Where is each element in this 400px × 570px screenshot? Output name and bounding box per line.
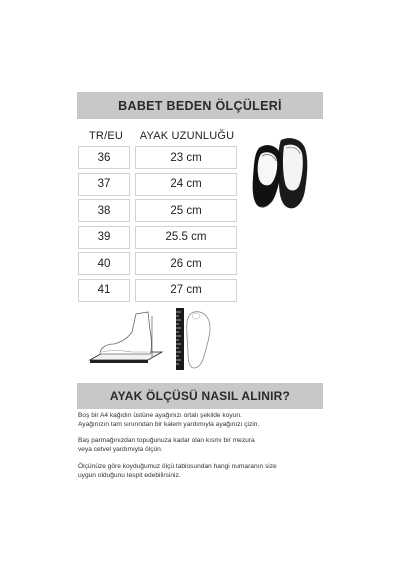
instruction-paragraph [78,436,328,454]
size-cell: 39 [78,226,130,249]
length-cell: 23 cm [135,146,237,169]
length-cell: 24 cm [135,173,237,196]
foot-measure-icon [86,308,226,372]
instruction-line: Ayağınızın tam sınırından bir kalem yardımıyla ayağınızı çizin. [78,421,260,428]
instruction-line: uygun olduğunu tespit edebilirsiniz. [78,472,181,479]
instruction-line: Baş parmağınızdan topuğunuza kadar olan kısmı bir mezura [78,437,255,444]
instruction-paragraph [78,462,328,480]
size-cell: 36 [78,146,130,169]
size-cell: 41 [78,279,130,302]
column-header-size: TR/EU [89,130,123,142]
length-cell: 27 cm [135,279,237,302]
length-cell: 25.5 cm [135,226,237,249]
instruction-paragraph [78,411,328,429]
how-to-measure-title: AYAK ÖLÇÜSÜ NASIL ALINIR? [77,383,323,409]
size-cell: 40 [78,252,130,275]
instruction-line: Boş bir A4 kağıdın üstüne ayağınızı ortalı şekilde koyun. [78,412,242,419]
size-cell: 38 [78,199,130,222]
instruction-line: veya cetvel yardımıyla ölçün. [78,446,163,453]
instruction-line: Ölçünüze göre koyduğumuz ölçü tablosundan hangi numaranın size [78,463,277,470]
ballet-flats-icon [249,134,311,212]
size-cell: 37 [78,173,130,196]
length-cell: 26 cm [135,252,237,275]
length-cell: 25 cm [135,199,237,222]
page-title: BABET BEDEN ÖLÇÜLERİ [77,92,323,119]
column-header-length: AYAK UZUNLUĞU [139,130,235,142]
